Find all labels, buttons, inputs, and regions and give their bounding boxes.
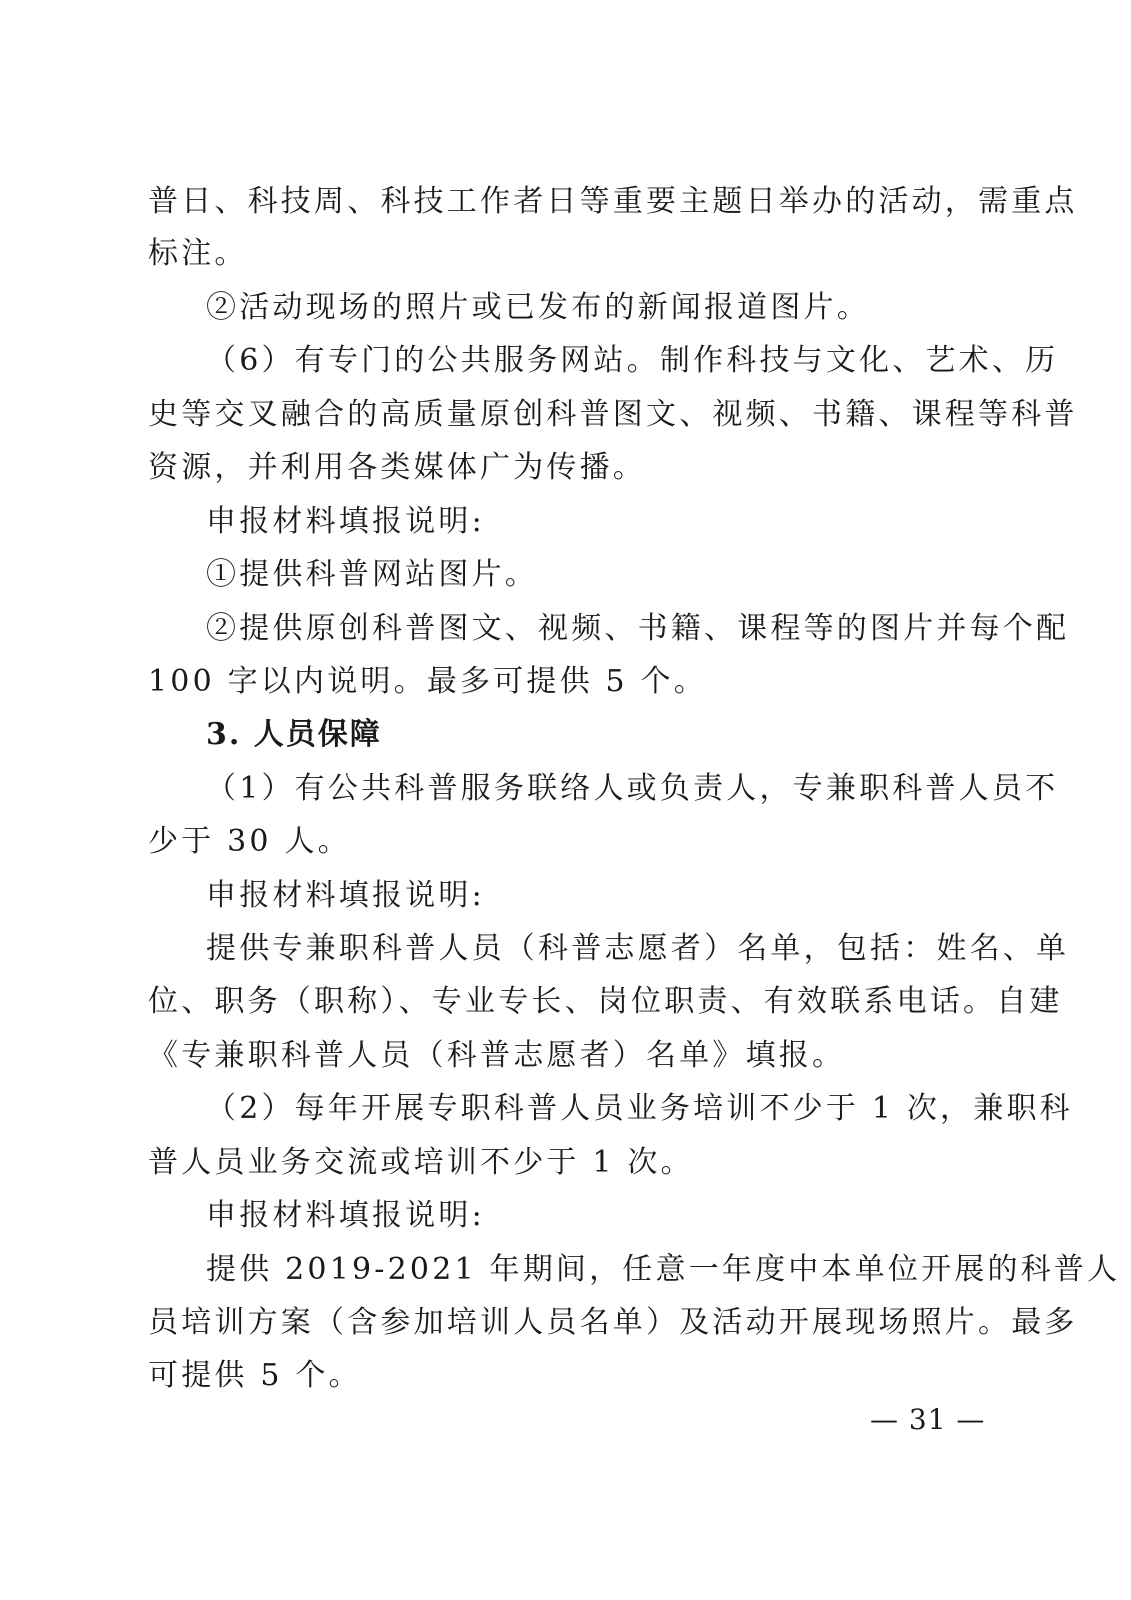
- body-text-line: 普日、科技周、科技工作者日等重要主题日举办的活动，需重点: [148, 184, 1078, 219]
- section-heading: 3. 人员保障: [206, 717, 382, 752]
- body-text-line: 资源，并利用各类媒体广为传播。: [148, 450, 646, 485]
- body-text-line: 普人员业务交流或培训不少于 1 次。: [148, 1145, 694, 1180]
- body-text-line: 提供专兼职科普人员（科普志愿者）名单，包括：姓名、单: [206, 931, 1070, 966]
- body-text-line: 申报材料填报说明:: [206, 1198, 485, 1233]
- body-text-line: ②提供原创科普图文、视频、书籍、课程等的图片并每个配: [206, 611, 1070, 646]
- body-text-line: 少于 30 人。: [148, 824, 351, 859]
- body-text-line: 申报材料填报说明:: [206, 504, 485, 539]
- body-text-line: 提供 2019-2021 年期间，任意一年度中本单位开展的科普人: [206, 1252, 1121, 1287]
- body-text-line: （6）有专门的公共服务网站。制作科技与文化、艺术、历: [206, 343, 1059, 378]
- body-text-line: 史等交叉融合的高质量原创科普图文、视频、书籍、课程等科普: [148, 397, 1078, 432]
- page-number: — 31 —: [870, 1403, 986, 1436]
- body-text-line: 位、职务（职称）、专业专长、岗位职责、有效联系电话。自建: [148, 984, 1063, 1019]
- body-text-line: （2）每年开展专职科普人员业务培训不少于 1 次，兼职科: [206, 1091, 1073, 1126]
- body-text-line: ②活动现场的照片或已发布的新闻报道图片。: [206, 290, 870, 325]
- body-text-line: 《专兼职科普人员（科普志愿者）名单》填报。: [148, 1038, 846, 1073]
- body-text-line: ①提供科普网站图片。: [206, 557, 538, 592]
- body-text-line: 标注。: [148, 236, 248, 271]
- body-text-line: 可提供 5 个。: [148, 1358, 362, 1393]
- body-text-line: 100 字以内说明。最多可提供 5 个。: [148, 664, 707, 699]
- body-text-line: 员培训方案（含参加培训人员名单）及活动开展现场照片。最多: [148, 1305, 1078, 1340]
- body-text-line: 申报材料填报说明:: [206, 878, 485, 913]
- body-text-line: （1）有公共科普服务联络人或负责人，专兼职科普人员不: [206, 771, 1059, 806]
